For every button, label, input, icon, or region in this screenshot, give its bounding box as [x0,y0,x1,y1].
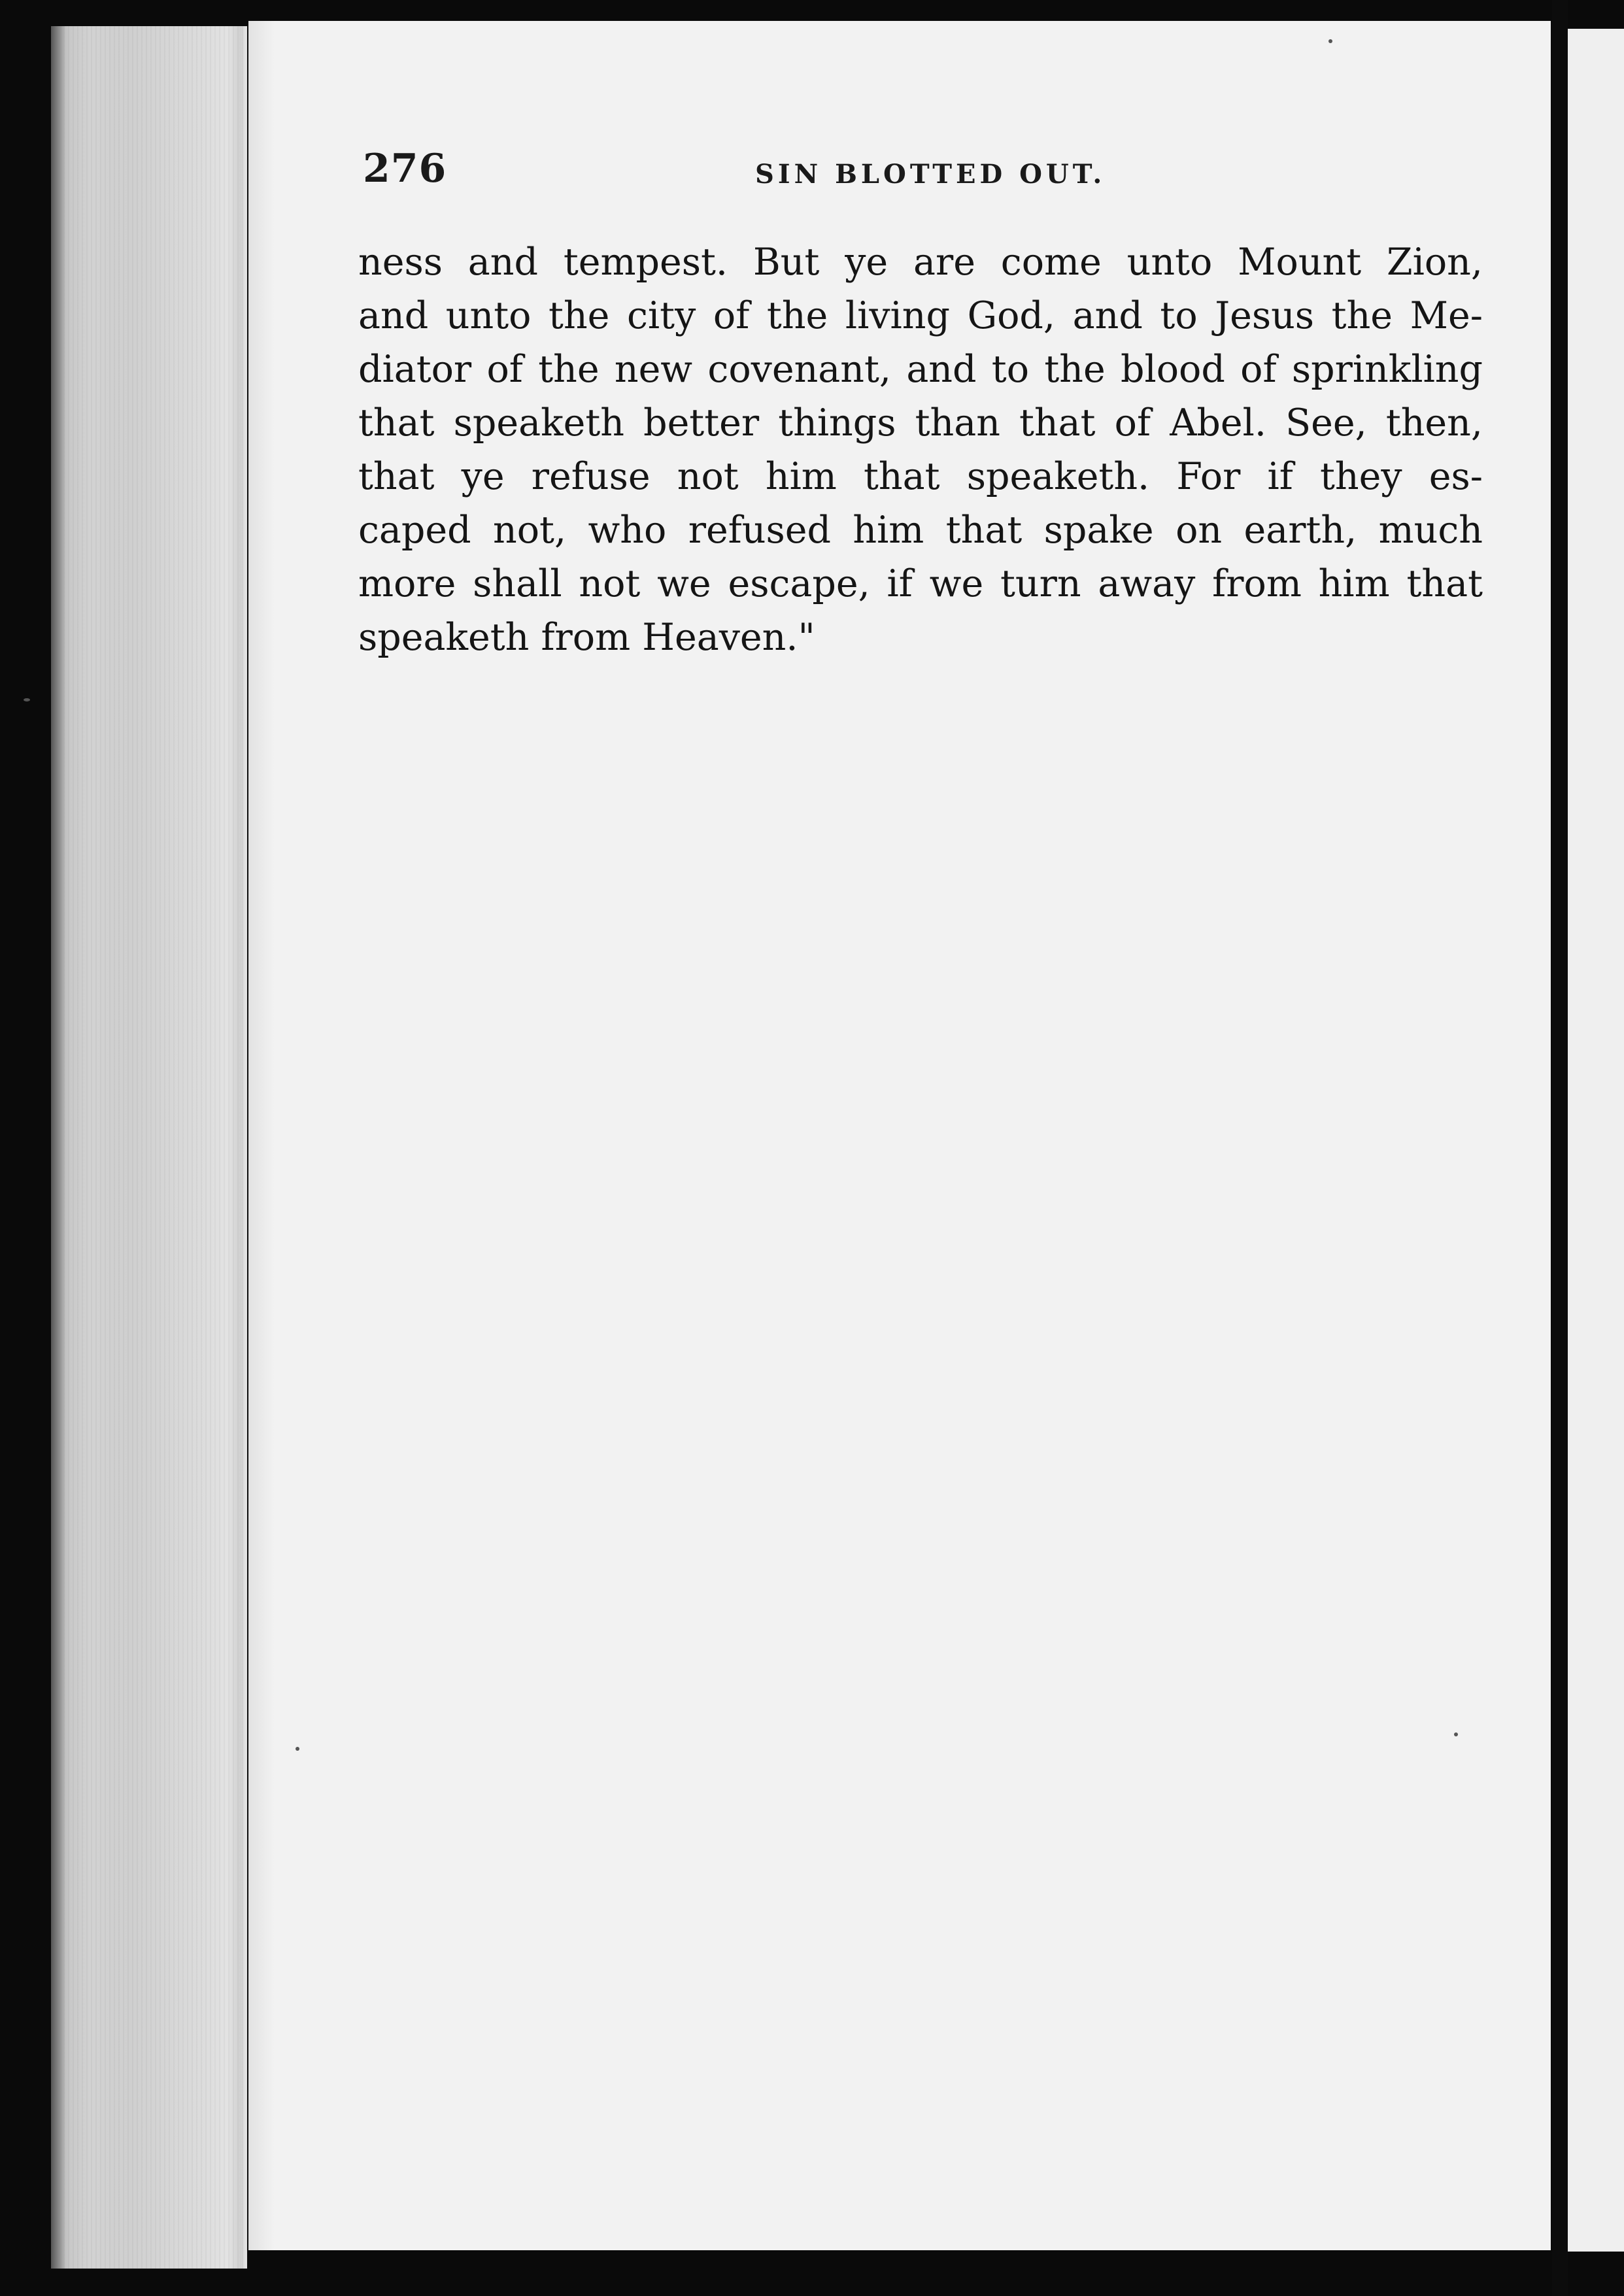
spine-shadow [51,26,65,2269]
text-line: ness and tempest. But ye are come unto Mount Zion, [358,241,1483,284]
text-line: caped not, who refused him that spake on earth, much [358,509,1483,552]
text-line: speaketh from Heaven." [358,616,815,659]
text-line: that speaketh better things than that of Abel. See, then, [358,401,1483,445]
scan-speck [1328,39,1332,43]
running-head: SIN BLOTTED OUT. [755,159,1106,190]
next-page-edge [1568,29,1624,2252]
scan-speck [1454,1732,1458,1736]
book-gutter [1552,0,1568,2296]
page-edges [51,26,247,2269]
text-line: that ye refuse not him that speaketh. For if they es- [358,455,1483,498]
scan-speck [24,698,30,701]
page-header [363,141,1484,199]
text-line: more shall not we escape, if we turn away from him that [358,562,1483,605]
scan-speck [296,1747,299,1751]
text-line: diator of the new covenant, and to the blood of sprinkling [358,348,1483,391]
page-fold-shadow [248,21,275,2250]
text-line: and unto the city of the living God, and to Jesus the Me- [358,294,1483,337]
page-edge-lines [51,26,247,2269]
page-number: 276 [363,146,447,192]
body-text [358,235,1483,664]
